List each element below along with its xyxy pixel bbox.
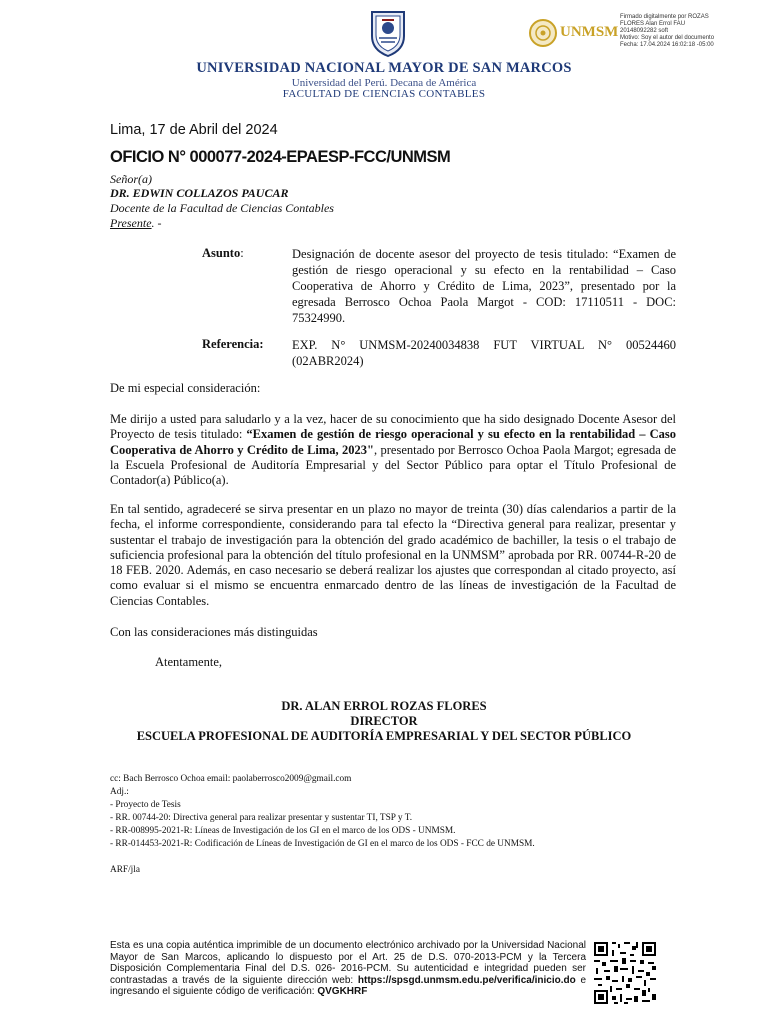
cc-line: cc: Bach Berrosco Ochoa email: paolaberrosco2009@gmail.com [110,774,352,784]
letter-date: Lima, 17 de Abril del 2024 [110,122,278,138]
logo-text: UNMSM [560,24,619,40]
footer-text-2: e ingresando el siguiente código de verificación: [110,974,587,997]
university-subtitle: Universidad del Perú. Decana de América [291,77,477,89]
unmsm-logo [528,18,620,48]
closing: Con las consideraciones más distinguidas [110,625,318,639]
attachment-item: - Proyecto de Tesis [110,800,181,810]
university-crest-icon [368,8,408,58]
asunto-label-text: Asunto [202,246,241,260]
salutation: Señor(a) [110,172,152,186]
asunto-label [202,246,244,261]
attachment-item: - RR. 00744-20: Directiva general para realizar presentar y sustentar TI, TSP y T. [110,813,413,823]
signer-school: ESCUELA PROFESIONAL DE AUDITORÍA EMPRESARIAL Y DEL SECTOR PÚBLICO [136,729,632,743]
paragraph-1-intro: Me dirijo a usted para saludarlo y a la vez, hacer de su conocimiento que ha sido designado Docente Asesor del Proyecto de tesis titulado: [110,412,676,442]
adj-label: Adj.: [110,787,129,797]
qr-code-icon [592,940,658,1006]
seal-icon [528,18,558,48]
verification-code: QVGKHRF [317,986,368,997]
initials: ARF/jla [110,865,140,875]
signature-line: 20148092282 soft [620,28,669,34]
faculty-name: FACULTAD DE CIENCIAS CONTABLES [282,88,486,100]
addressee-position: Docente de la Facultad de Ciencias Contables [110,201,334,215]
signature-line: FLORES Alan Errol FAU [620,21,686,27]
footer-text: Esta es una copia auténtica imprimible de un documento electrónico archivado por la Universidad Nacional Mayor de San Marcos, aplicando lo dispuesto por el Art. 25 de D.S. 070-2013-PCM y la Tercera Disposición Complementaria Final del D.S. 026- 2016-PCM. Su autenticidad e integridad pueden ser contrastadas a través de la siguiente dirección web: [110,940,586,986]
signer-title: DIRECTOR [350,714,418,728]
oficio-number: OFICIO N° 000077-2024-EPAESP-FCC/UNMSM [110,148,451,166]
referencia-text: EXP. N° UNMSM-20240034838 FUT VIRTUAL N° 00524460 (02ABR2024) [292,338,676,368]
addressee-name: DR. EDWIN COLLAZOS PAUCAR [110,186,289,200]
signature-line: Motivo: Soy el autor del documento [620,35,715,41]
asunto-text: Designación de docente asesor del proyecto de tesis titulado: “Examen de gestión de riesgo operacional y su efecto en la rentabilidad – Caso Cooperativa de Ahorro y Crédito de Lima, 2023”, presentado por la egresada Berrosco Ochoa Paola Margot - COD: 17110511 - DOC: 75324990. [292,247,676,325]
thesis-title: “Examen de gestión de riesgo operacional y su efecto en la rentabilidad – Caso Cooperativa de Ahorro y Crédito de Lima, 2023" [110,427,677,457]
digital-signature [620,14,766,49]
signature-line: Fecha: 17.04.2024 16:02:18 -05:00 [620,42,714,48]
greeting: De mi especial consideración: [110,381,261,395]
paragraph-2: En tal sentido, agradeceré se sirva presentar en un plazo no mayor de treinta (30) días calendarios a partir de la fecha, el informe correspondiente, considerando para tal efecto la “Directiva general para realizar, presentar y sustentar el trabajo de investigación para la obtención del grado académico de bachiller, la tesis o el trabajo de suficiencia profesional para la obtención del título profesional en la UNMSM” aprobada por RR. 00744-R-20 de 18 FEB. 2020. Además, en caso necesario se deberá realizar los ajustes que correspondan al citado proyecto, así como evaluar si el mismo se encuentra enmarcado dentro de las líneas de investigación de la Facultad de Ciencias Contables. [110,502,676,608]
presente-word: Presente [110,216,152,230]
presente [110,216,162,231]
referencia-label: Referencia: [202,337,264,351]
verification-url[interactable]: https://spsgd.unmsm.edu.pe/verifica/inicio.do [357,974,576,986]
attachment-item: - RR-014453-2021-R: Codificación de Líneas de Investigación de GI en el marco de los ODS - FCC de UNMSM. [110,839,535,849]
signer-name: DR. ALAN ERROL ROZAS FLORES [281,699,487,713]
verification-footer [110,940,586,998]
paragraph-1-rest: , presentado por Berrosco Ochoa Paola Margot; egresada de la Escuela Profesional de Auditoría Empresarial y del Sector Público para optar el Título Profesional de Contador(a) Público(a). [110,442,677,488]
paragraph-1 [110,412,676,488]
atentamente: Atentamente, [155,655,222,669]
signature-line: Firmado digitalmente por ROZAS [620,14,709,20]
attachment-item: - RR-008995-2021-R: Líneas de Investigación de los GI en el marco de los ODS - UNMSM. [110,826,456,836]
asunto-colon: : [240,246,244,260]
presente-suffix: . - [151,216,162,230]
university-name: UNIVERSIDAD NACIONAL MAYOR DE SAN MARCOS [196,60,572,76]
